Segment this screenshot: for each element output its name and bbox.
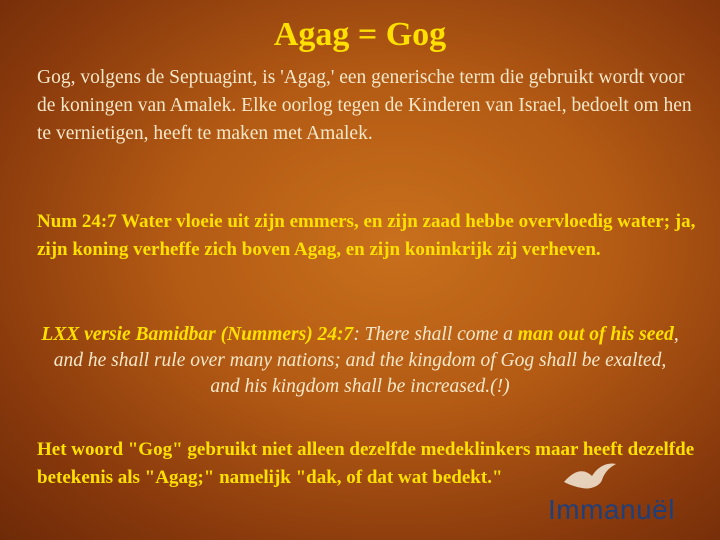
lxx-quote-paragraph (40, 322, 680, 400)
slide-title: Agag = Gog (273, 16, 447, 53)
lxx-highlight: man out of his seed (517, 324, 674, 345)
intro-paragraph: Gog, volgens de Septuagint, is 'Agag,' een generische term die gebruikt wordt voor de koningen van Amalek. Elke oorlog tegen de Kinderen van Israel, bedoelt om hen te vernietigen, heeft te maken met Amalek. (37, 67, 692, 144)
numbers-verse-paragraph: Num 24:7 Water vloeie uit zijn emmers, en zijn zaad hebbe overvloedig water; ja, zijn koning verheffe zich boven Agag, en zijn koninkrijk zij verheven. (37, 211, 696, 260)
dove-icon (560, 460, 620, 494)
lxx-text-part1: : There shall come a (353, 324, 518, 345)
lxx-text-part2: , and he shall rule over many nations; and the kingdom of Gog shall be exalted, and his kingdom shall be increased.(!) (53, 324, 679, 397)
immanuel-logo: Immanuël (548, 494, 675, 525)
gog-meaning-paragraph: Het woord "Gog" gebruikt niet alleen dezelfde medeklinkers maar heeft dezelfde betekenis als "Agag;" namelijk "dak, of dat wat bedekt." (37, 439, 695, 488)
lxx-reference: LXX versie Bamidbar (Nummers) 24:7 (41, 324, 354, 345)
